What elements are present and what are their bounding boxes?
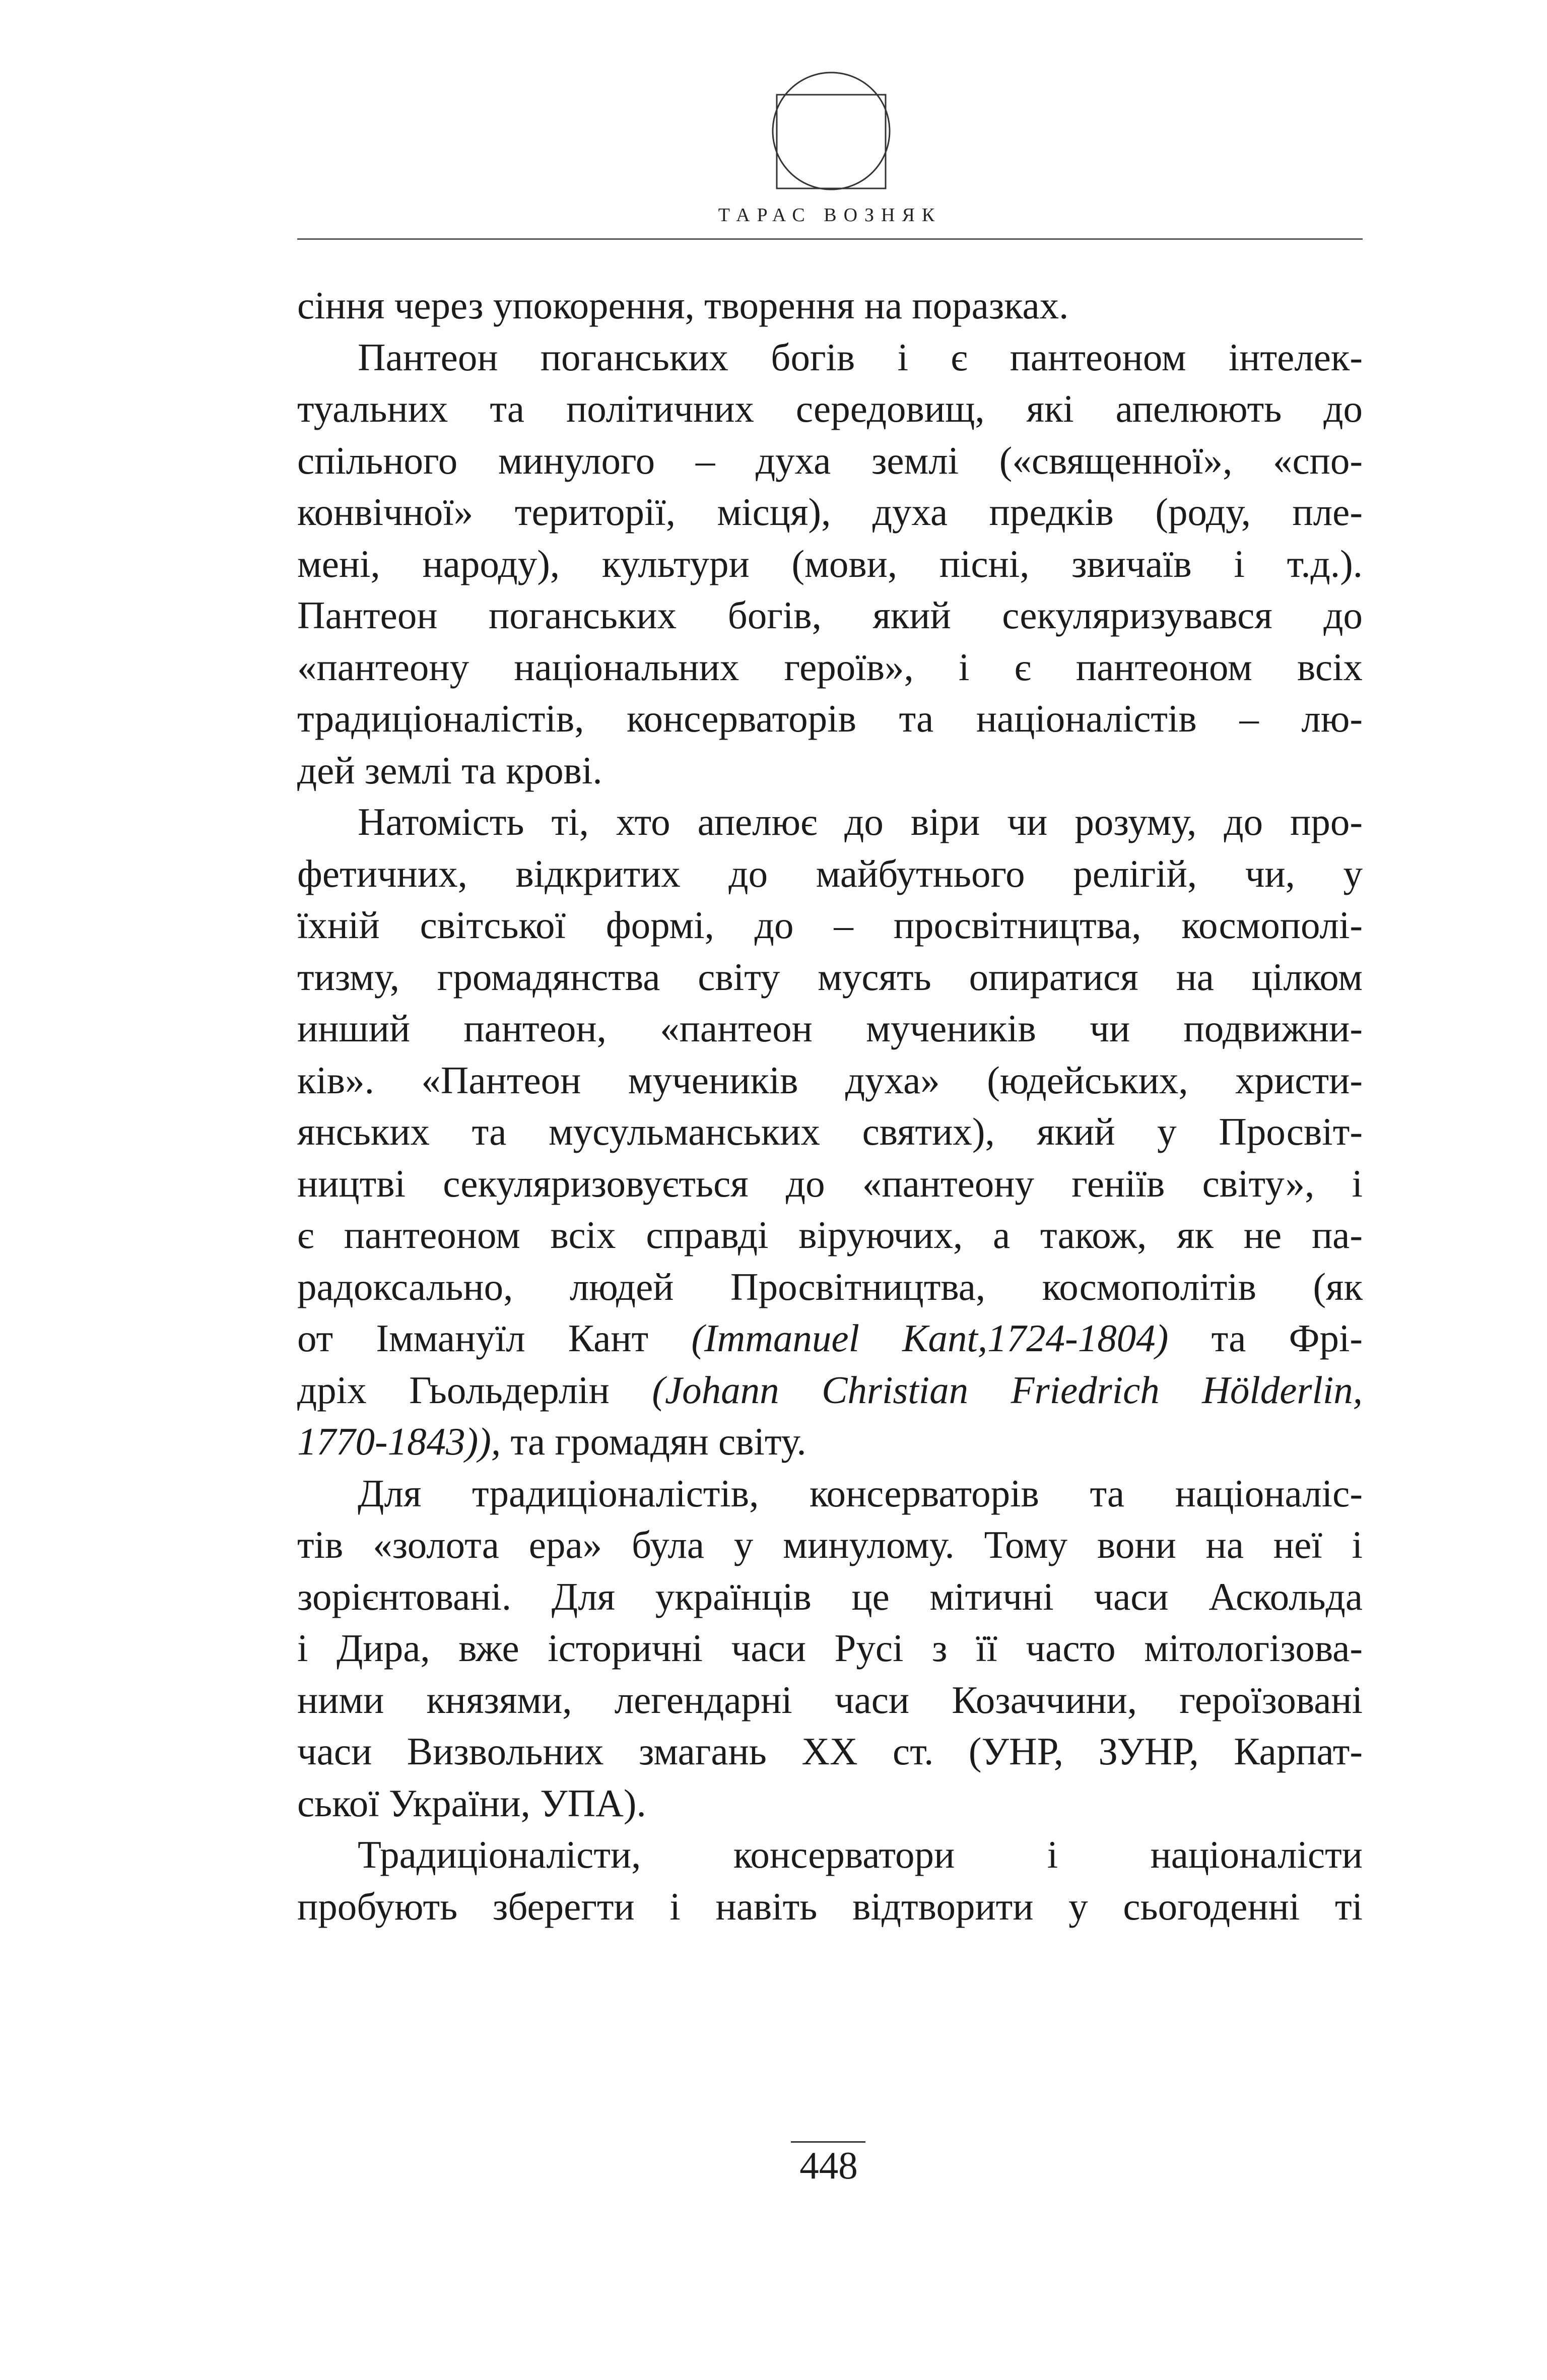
text-line: тів «золота ера» була у минулому. Тому вони на неї і (297, 1523, 1363, 1566)
text-line: зорієнтовані. Для українців це мітичні часи Аскольда (297, 1574, 1363, 1618)
text-line: ків». «Пантеон мучеників духа» (юдейських, христи- (297, 1058, 1363, 1102)
text-line: фетичних, відкритих до майбутнього релігій, чи, у (297, 851, 1363, 895)
page-number: 448 (799, 2144, 858, 2187)
text-line: дей землі та крові. (297, 748, 602, 792)
italic-run: (Immanuel Kant,1724-1804) (691, 1316, 1169, 1360)
text-line: сіння через упокорення, творення на поразках. (297, 284, 1069, 327)
text-line: часи Визвольних змагань ХХ ст. (УНР, ЗУНР, Карпат- (297, 1730, 1363, 1773)
text-run: дріх Гьольдерлін (297, 1368, 652, 1412)
text-line: і Дира, вже історичні часи Русі з її часто мітологізова- (297, 1626, 1363, 1670)
text-line: мені, народу), культури (мови, пісні, звичаїв і т.д.). (297, 542, 1363, 585)
text-line-mixed (297, 1312, 1363, 1364)
text-line: їхній світської формі, до – просвітництва, космополі- (297, 903, 1363, 947)
text-line: радоксально, людей Просвітництва, космополітів (як (297, 1265, 1363, 1308)
text-line: конвічної» території, місця), духа предків (роду, пле- (297, 490, 1363, 534)
text-line: Для традиціоналістів, консерваторів та націоналіс- (358, 1471, 1363, 1515)
italic-run: 1770-1843)), (297, 1420, 501, 1463)
text-line: ними князями, легендарні часи Козаччини, героїзовані (297, 1678, 1363, 1722)
text-run: от Іммануїл Кант (297, 1316, 692, 1360)
text-run: та Фрі- (1168, 1316, 1363, 1360)
text-line: спільного минулого – духа землі («священної», «спо- (297, 438, 1363, 482)
text-line: ської України, УПА). (297, 1781, 646, 1825)
text-line: традиціоналістів, консерваторів та націоналістів – лю- (297, 697, 1363, 740)
running-head: ТАРАС ВОЗНЯК (718, 205, 942, 226)
text-line: янських та мусульманських святих), який у Просвіт- (297, 1110, 1363, 1153)
emblem-icon (771, 71, 892, 191)
body-text (297, 280, 1363, 1932)
text-line: Пантеон поганських богів, який секуляризувався до (297, 593, 1363, 637)
text-line: «пантеону національних героїв», і є пантеоном всіх (297, 645, 1363, 689)
text-line: Натомість ті, хто апелює до віри чи розуму, до про- (358, 800, 1363, 843)
italic-run: (Johann Christian Friedrich Hölderlin, (652, 1368, 1363, 1412)
text-line: Пантеон поганських богів і є пантеоном інтелек- (358, 335, 1363, 379)
text-line: Традиціоналісти, консерватори і націоналісти (358, 1833, 1363, 1876)
text-line: пробують зберегти і навіть відтворити у сьогоденні ті (297, 1884, 1363, 1928)
text-run: та громадян світу. (501, 1420, 806, 1463)
text-line: туальних та політичних середовищ, які апелюють до (297, 387, 1363, 430)
text-line: тизму, громадянства світу мусять опиратися на цілком (297, 955, 1363, 999)
text-line: є пантеоном всіх справді віруючих, а також, як не па- (297, 1213, 1363, 1257)
text-line-mixed (297, 1364, 1363, 1416)
text-line: инший пантеон, «пантеон мучеників чи подвижни- (297, 1007, 1363, 1050)
text-line: ництві секуляризовується до «пантеону геніїв світу», і (297, 1161, 1363, 1205)
text-line-mixed (297, 1416, 1363, 1468)
header-rule (297, 238, 1363, 240)
